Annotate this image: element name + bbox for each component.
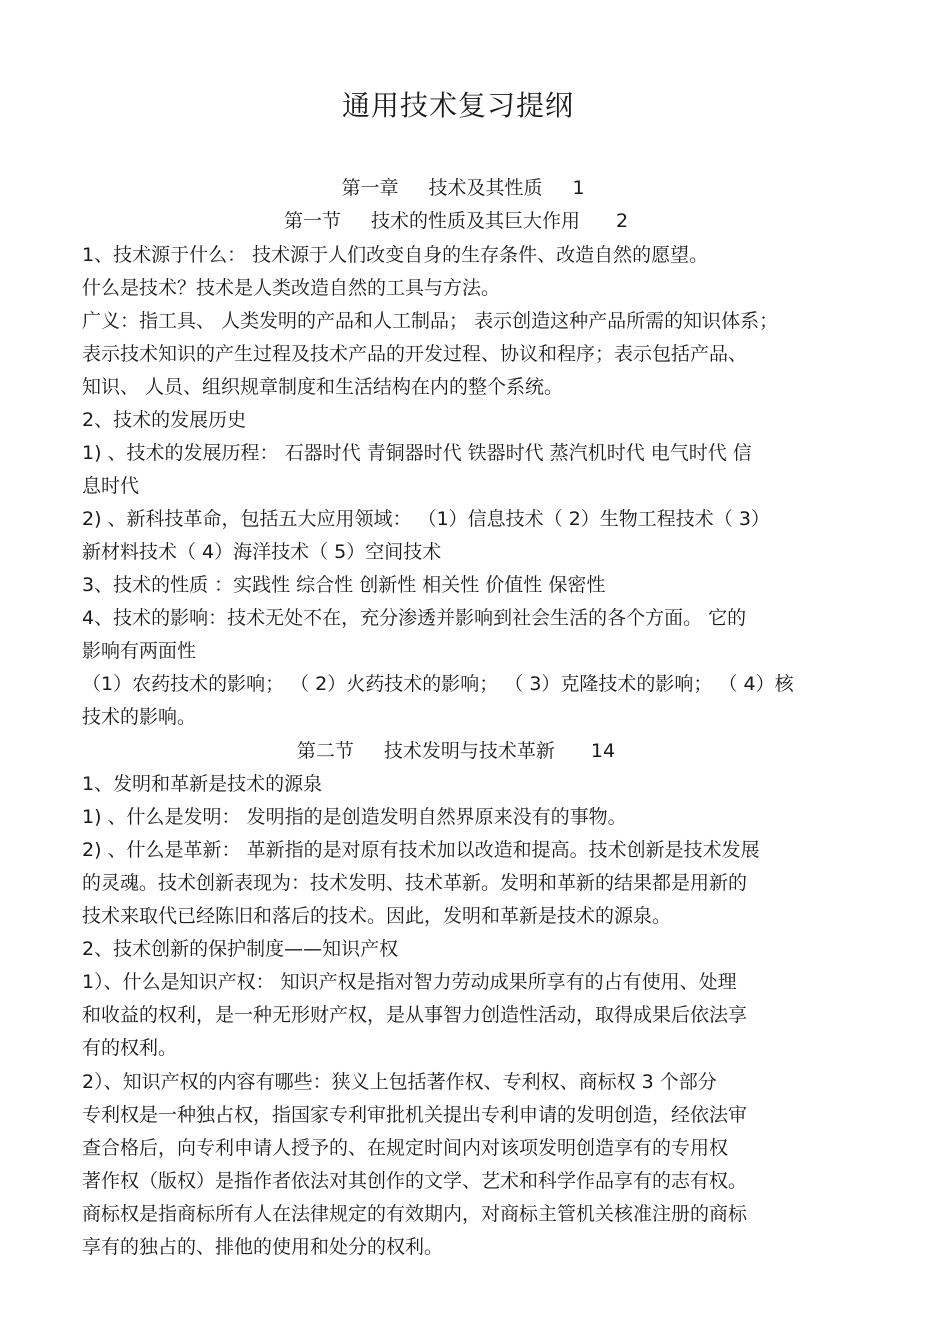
chapter-title: 技术及其性质	[428, 177, 543, 199]
body-line: 2）、知识产权的内容有哪些：狭义上包括著作权、专利权、商标权 3 个部分	[82, 1071, 717, 1093]
body-line: 1）、什么是知识产权： 知识产权是指对智力劳动成果所享有的占有使用、处理	[82, 971, 737, 993]
body-line: 技术来取代已经陈旧和落后的技术。因此，发明和革新是技术的源泉。	[82, 905, 672, 927]
section-title: 技术发明与技术革新	[383, 740, 555, 762]
section-number: 第一节	[283, 210, 341, 232]
body-line: 技术的影响。	[82, 706, 197, 728]
body-line: 1、技术源于什么： 技术源于人们改变自身的生存条件、改造自然的愿望。	[82, 244, 709, 266]
body-line: 享有的独占的、排他的使用和处分的权利。	[82, 1236, 444, 1258]
body-line: 表示技术知识的产生过程及技术产品的开发过程、协议和程序；表示包括产品、	[82, 343, 748, 365]
section-page-number: 2	[615, 210, 629, 232]
body-line: 4、技术的影响：技术无处不在，充分渗透并影响到社会生活的各个方面。 它的	[82, 607, 747, 629]
body-line: 2、技术创新的保护制度——知识产权	[82, 938, 399, 960]
body-line: 的灵魂。技术创新表现为：技术发明、技术革新。发明和革新的结果都是用新的	[82, 872, 748, 894]
chapter-number: 第一章	[341, 177, 399, 199]
body-line: 1、发明和革新是技术的源泉	[82, 773, 323, 795]
body-line: 专利权是一种独占权，指国家专利审批机关提出专利申请的发明创造，经依法审	[82, 1104, 748, 1126]
body-line: 和收益的权利，是一种无形财产权，是从事智力创造性活动，取得成果后依法享	[82, 1004, 748, 1026]
chapter-page-number: 1	[572, 177, 585, 199]
body-line: 息时代	[82, 475, 140, 497]
body-line: 2) 、新科技革命，包括五大应用领域： （1）信息技术（ 2）生物工程技术（ 3）	[82, 508, 770, 530]
section-page-number: 14	[590, 740, 616, 762]
body-line: （1）农药技术的影响； （ 2）火药技术的影响； （ 3）克隆技术的影响； （ 4）核	[82, 673, 794, 695]
body-line: 商标权是指商标所有人在法律规定的有效期内，对商标主管机关核准注册的商标	[82, 1203, 748, 1225]
body-line: 2) 、什么是革新： 革新指的是对原有技术加以改造和提高。技术创新是技术发展	[82, 839, 760, 861]
section-heading-1	[0, 208, 912, 234]
section-title: 技术的性质及其巨大作用	[370, 210, 580, 232]
body-line: 1) 、什么是发明： 发明指的是创造发明自然界原来没有的事物。	[82, 806, 627, 828]
body-line: 影响有两面性	[82, 640, 197, 662]
body-line: 广义：指工具、 人类发明的产品和人工制品； 表示创造这种产品所需的知识体系；	[82, 310, 779, 332]
chapter-heading	[0, 175, 926, 201]
document-title: 通用技术复习提纲	[341, 89, 574, 122]
body-line: 知识、 人员、组织规章制度和生活结构在内的整个系统。	[82, 376, 564, 398]
body-line: 查合格后，向专利申请人授予的、在规定时间内对该项发明创造享有的专用权	[82, 1137, 729, 1159]
body-line: 什么是技术？技术是人类改造自然的工具与方法。	[82, 277, 501, 299]
section-heading-2	[0, 738, 912, 764]
body-line: 著作权（版权）是指作者依法对其创作的文学、艺术和科学作品享有的志有权。	[82, 1170, 748, 1192]
section-number: 第二节	[296, 740, 354, 762]
body-line: 新材料技术（ 4）海洋技术（ 5）空间技术	[82, 541, 442, 563]
body-line: 3、技术的性质 ：实践性 综合性 创新性 相关性 价值性 保密性	[82, 574, 606, 596]
body-line: 有的权利。	[82, 1037, 178, 1059]
body-line: 2、技术的发展历史	[82, 409, 247, 431]
body-line: 1) 、技术的发展历程： 石器时代 青铜器时代 铁器时代 蒸汽机时代 电气时代 信	[82, 442, 752, 464]
